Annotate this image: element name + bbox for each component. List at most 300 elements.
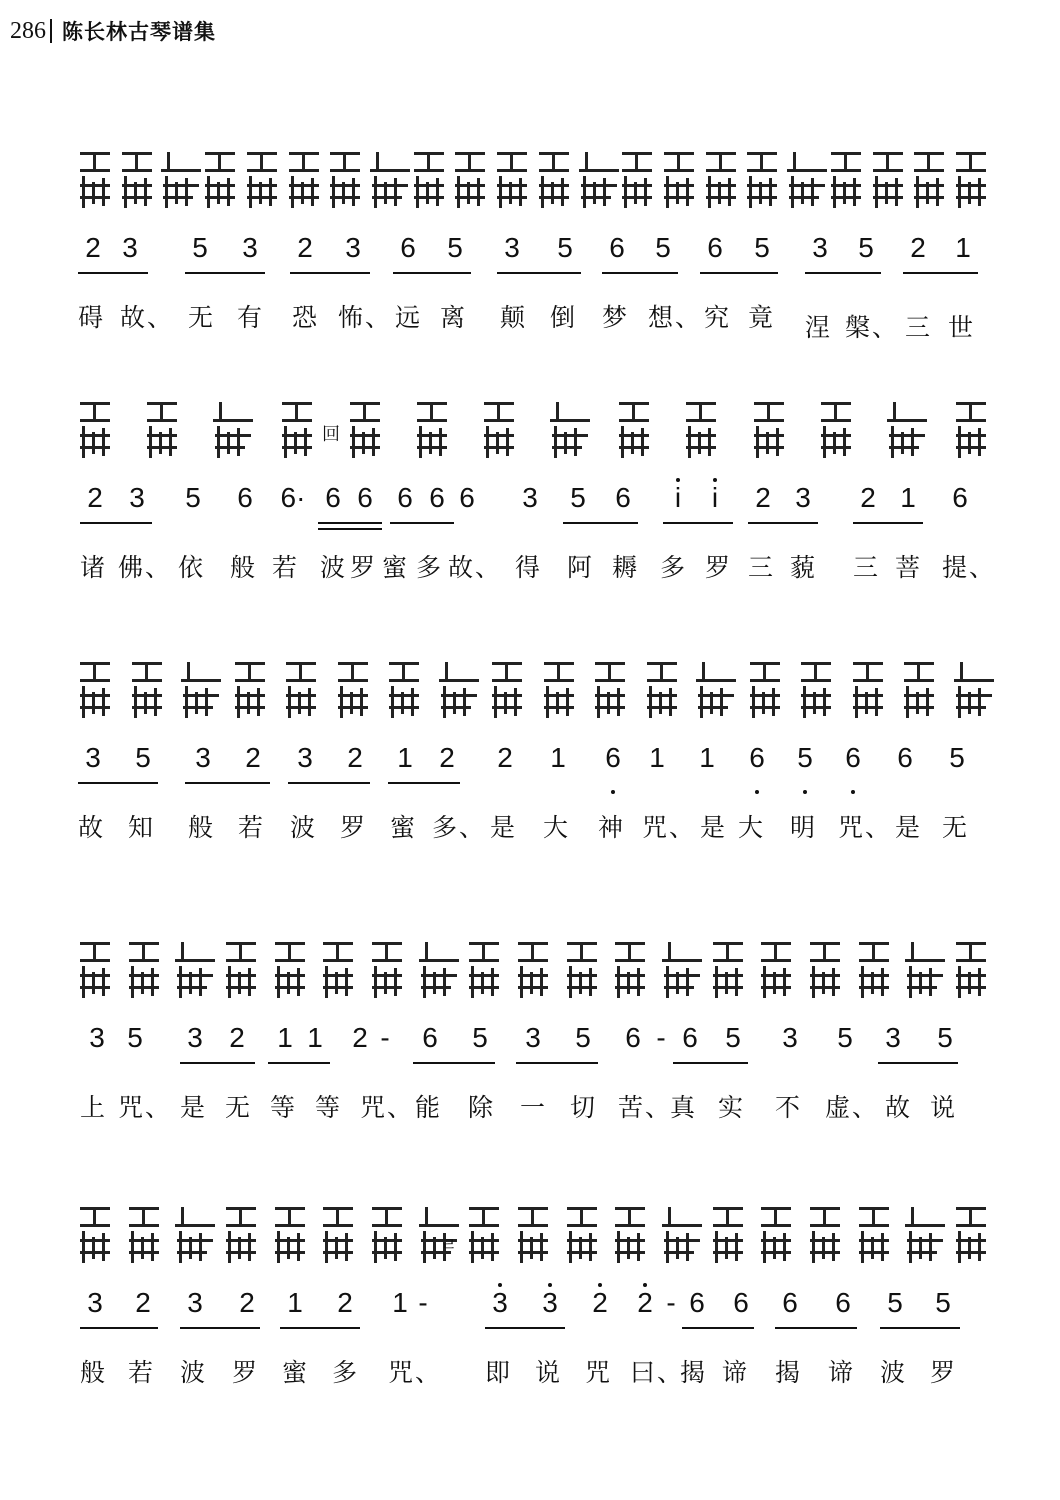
tablature-glyph [684, 400, 720, 464]
jianpu-note: 2 [297, 232, 313, 263]
lyric-char: 即 [485, 1358, 513, 1387]
tablature-glyph [887, 400, 923, 464]
lyric-char: 不 [775, 1093, 803, 1122]
beam-line [880, 1327, 960, 1329]
tablature-line [78, 1205, 990, 1273]
tablature-glyph [954, 940, 990, 1004]
tablature-glyph [516, 1205, 552, 1269]
page-header [10, 14, 216, 48]
lyric-char: 蜜 [382, 553, 410, 582]
jianpu-note: 5 [725, 1022, 741, 1053]
jianpu-note: 3 [522, 482, 538, 513]
lyric-char: 碍 [78, 303, 106, 332]
lyric-char: 若 [272, 553, 300, 582]
high-octave-dot [643, 1283, 647, 1287]
jianpu-note: 6 [422, 1022, 438, 1053]
lyric-char: 般 [230, 553, 258, 582]
beam-line [268, 1062, 330, 1064]
tablature-glyph [130, 660, 166, 724]
jianpu-note: 6 [707, 232, 723, 263]
lyric-char: 波 [880, 1358, 908, 1387]
tablature-glyph [495, 150, 531, 214]
tablature-glyph [490, 660, 526, 724]
beam-line [682, 1327, 754, 1329]
tablature-glyph [696, 660, 732, 724]
lyric-char: 揭 [680, 1358, 708, 1387]
beam-line [80, 522, 152, 524]
notation-system [0, 150, 1060, 380]
jianpu-note: 5 [135, 742, 151, 773]
jianpu-note: 6 [237, 482, 253, 513]
lyric-char: 耨 [612, 553, 640, 582]
lyric-char: 是 [895, 813, 923, 842]
tablature-glyph [181, 660, 217, 724]
jianpu-note: 2 [910, 232, 926, 263]
lyric-char: 远 [395, 303, 423, 332]
lyric-char: 波 [320, 553, 348, 582]
beam-line [78, 272, 148, 274]
jianpu-note: 1 [392, 1287, 408, 1318]
lyric-char: 罗 [232, 1358, 260, 1387]
beam-line [602, 272, 678, 274]
tablature-glyph [905, 940, 941, 1004]
lyric-char: 等 [270, 1093, 298, 1122]
lyric-line [0, 298, 1060, 342]
jianpu-note: 2 [439, 742, 455, 773]
tablature-glyph [203, 150, 239, 214]
jianpu-note: 1 [397, 742, 413, 773]
tablature-glyph [954, 1205, 990, 1269]
jianpu-note: 6 [845, 742, 861, 773]
lyric-char: 故、 [120, 303, 175, 332]
tablature-glyph [224, 940, 260, 1004]
jianpu-note: 1 [900, 482, 916, 513]
lyric-char: 蜜 [282, 1358, 310, 1387]
tablature-glyph [120, 150, 156, 214]
jianpu-line [0, 1287, 1060, 1347]
jianpu-note: 2 [755, 482, 771, 513]
jianpu-note: 2 [637, 1287, 653, 1318]
jianpu-line [0, 232, 1060, 292]
beam-line [180, 1062, 255, 1064]
jianpu-note: 5 [655, 232, 671, 263]
low-octave-dot [755, 790, 759, 794]
tablature-glyph [370, 940, 406, 1004]
jianpu-note: 5 [570, 482, 586, 513]
high-octave-dot [548, 1283, 552, 1287]
jianpu-note: 6 [625, 1022, 641, 1053]
beam-line [853, 522, 923, 524]
tablature-glyph [328, 150, 364, 214]
tablature-glyph [620, 150, 656, 214]
lyric-char: 真 [670, 1093, 698, 1122]
lyric-char: 咒、 [118, 1093, 173, 1122]
jianpu-line [0, 742, 1060, 802]
tablature-glyph [593, 660, 629, 724]
lyric-char: 多 [416, 553, 444, 582]
jianpu-note: 5 [937, 1022, 953, 1053]
tablature-glyph [78, 400, 114, 464]
jianpu-note: 1 [287, 1287, 303, 1318]
beam-line [748, 522, 818, 524]
lyric-char: 蜜 [390, 813, 418, 842]
jianpu-note: 3 [89, 1022, 105, 1053]
lyric-char: 罗 [350, 553, 378, 582]
jianpu-note: 1 [277, 1022, 293, 1053]
lyric-char: 世 [948, 313, 976, 342]
jianpu-note: 5 [185, 482, 201, 513]
jianpu-note: 3 [122, 232, 138, 263]
high-octave-dot [498, 1283, 502, 1287]
jianpu-note: 3 [87, 1287, 103, 1318]
lyric-char: 若 [128, 1358, 156, 1387]
tablature-glyph [145, 400, 181, 464]
jianpu-note: 5 [949, 742, 965, 773]
jianpu-note: 3 [187, 1022, 203, 1053]
jianpu-note: 2 [85, 232, 101, 263]
tablature-glyph [808, 940, 844, 1004]
jianpu-note: - [656, 1022, 666, 1053]
lyric-char: 罗 [705, 553, 733, 582]
beam-line [318, 528, 382, 530]
tablature-glyph [759, 940, 795, 1004]
lyric-char: 咒、 [838, 813, 893, 842]
jianpu-note: 6 [357, 482, 373, 513]
jianpu-note: 6 [835, 1287, 851, 1318]
high-octave-dot [713, 478, 717, 482]
beam-line [563, 522, 638, 524]
tablature-glyph [412, 150, 448, 214]
header-divider [50, 19, 52, 43]
tablature-glyph [370, 150, 406, 214]
lyric-char: 苦、 [618, 1093, 673, 1122]
jianpu-note: 6 [615, 482, 631, 513]
tablature-glyph [745, 150, 781, 214]
jianpu-note: 5 [935, 1287, 951, 1318]
page-number: 286 [10, 17, 46, 44]
tablature-glyph [370, 1205, 406, 1269]
tablature-glyph [453, 150, 489, 214]
jianpu-note: 3 [525, 1022, 541, 1053]
tablature-glyph [224, 1205, 260, 1269]
jianpu-note: 1 [307, 1022, 323, 1053]
jianpu-note: 2 [87, 482, 103, 513]
jianpu-note: 3 [297, 742, 313, 773]
tablature-glyph [467, 1205, 503, 1269]
lyric-char: 槃、 [845, 313, 900, 342]
beam-line [673, 1062, 748, 1064]
lyric-char: 无 [942, 813, 970, 842]
jianpu-note: 1 [550, 742, 566, 773]
jianpu-note: 2 [860, 482, 876, 513]
beam-line [80, 1327, 158, 1329]
lyric-char: 怖、 [338, 303, 393, 332]
notation-system [0, 660, 1060, 890]
tablature-glyph [537, 150, 573, 214]
jianpu-note: 2 [337, 1287, 353, 1318]
tablature-glyph [565, 1205, 601, 1269]
notation-mark: ㄹ [440, 1235, 458, 1256]
lyric-char: 罗 [930, 1358, 958, 1387]
lyric-char: 故、 [448, 553, 503, 582]
tablature-glyph [752, 400, 788, 464]
lyric-char: 是 [490, 813, 518, 842]
lyric-char: 故 [885, 1093, 913, 1122]
beam-line [393, 272, 471, 274]
tablature-glyph [748, 660, 784, 724]
tablature-glyph [280, 400, 316, 464]
jianpu-note: 2 [497, 742, 513, 773]
tablature-glyph [467, 940, 503, 1004]
lyric-char: 谛 [828, 1358, 856, 1387]
beam-line [516, 1062, 598, 1064]
tablature-glyph [808, 1205, 844, 1269]
low-octave-dot [851, 790, 855, 794]
tablature-glyph [175, 940, 211, 1004]
tablature-glyph [902, 660, 938, 724]
tablature-glyph [711, 1205, 747, 1269]
jianpu-note: 6 [749, 742, 765, 773]
tablature-glyph [273, 1205, 309, 1269]
lyric-char: 明 [790, 813, 818, 842]
jianpu-note: 6 [782, 1287, 798, 1318]
beam-line [903, 272, 978, 274]
lyric-char: 多、 [432, 813, 487, 842]
tablature-glyph [78, 940, 114, 1004]
tablature-glyph [213, 400, 249, 464]
jianpu-note: 2 [229, 1022, 245, 1053]
lyric-char: 多 [660, 553, 688, 582]
lyric-char: 恐 [292, 303, 320, 332]
beam-line [290, 272, 370, 274]
jianpu-note: 2 [239, 1287, 255, 1318]
lyric-char: 依 [178, 553, 206, 582]
beam-line [280, 1327, 360, 1329]
tablature-glyph [542, 660, 578, 724]
tablature-glyph [321, 1205, 357, 1269]
lyric-line [0, 548, 1060, 588]
jianpu-note: 3 [242, 232, 258, 263]
tablature-glyph [787, 150, 823, 214]
jianpu-note: 3 [812, 232, 828, 263]
tablature-glyph [233, 660, 269, 724]
jianpu-note: - [666, 1287, 676, 1318]
lyric-char: 实 [718, 1093, 746, 1122]
tablature-glyph [78, 1205, 114, 1269]
jianpu-note: 5 [754, 232, 770, 263]
tablature-glyph [387, 660, 423, 724]
beam-line [485, 1327, 565, 1329]
tablature-glyph [245, 150, 281, 214]
lyric-char: 无 [225, 1093, 253, 1122]
tablature-glyph [127, 940, 163, 1004]
jianpu-note: 5 [858, 232, 874, 263]
tablature-glyph [829, 150, 865, 214]
jianpu-note: 1 [955, 232, 971, 263]
jianpu-note: 3 [129, 482, 145, 513]
tablature-glyph [161, 150, 197, 214]
jianpu-note: - [418, 1287, 428, 1318]
lyric-char: 有 [237, 303, 265, 332]
lyric-char: 般 [80, 1358, 108, 1387]
lyric-char: 波 [290, 813, 318, 842]
tablature-glyph [851, 660, 887, 724]
beam-line [318, 522, 382, 524]
tablature-glyph [954, 150, 990, 214]
jianpu-note: 6 [952, 482, 968, 513]
tablature-glyph [662, 940, 698, 1004]
jianpu-note: 6 [459, 482, 475, 513]
jianpu-note: 6 [682, 1022, 698, 1053]
lyric-char: 离 [440, 303, 468, 332]
tablature-glyph [415, 400, 451, 464]
jianpu-note: 5 [472, 1022, 488, 1053]
lyric-char: 咒、 [642, 813, 697, 842]
jianpu-note: 2 [592, 1287, 608, 1318]
beam-line [805, 272, 881, 274]
tablature-glyph [645, 660, 681, 724]
book-title: 陈长林古琴谱集 [62, 20, 216, 44]
tablature-glyph [857, 940, 893, 1004]
jianpu-note: 6 [897, 742, 913, 773]
tablature-glyph [550, 400, 586, 464]
lyric-char: 三 [748, 553, 776, 582]
lyric-char: 能 [415, 1093, 443, 1122]
beam-line [388, 782, 460, 784]
tablature-glyph [419, 940, 455, 1004]
tablature-glyph [871, 150, 907, 214]
jianpu-note: 2 [245, 742, 261, 773]
notation-system [0, 400, 1060, 630]
lyric-char: 颠 [500, 303, 528, 332]
lyric-char: 咒、 [388, 1358, 443, 1387]
beam-line [180, 1327, 260, 1329]
tablature-glyph [905, 1205, 941, 1269]
jianpu-note: 5 [887, 1287, 903, 1318]
lyric-char: 揭 [775, 1358, 803, 1387]
tablature-glyph [287, 150, 323, 214]
notation-system [0, 940, 1060, 1170]
tablature-glyph [704, 150, 740, 214]
tablature-glyph [284, 660, 320, 724]
tablature-glyph [617, 400, 653, 464]
lyric-char: 切 [570, 1093, 598, 1122]
jianpu-note: 6 [609, 232, 625, 263]
tablature-glyph [819, 400, 855, 464]
lyric-char: 梦 [602, 303, 630, 332]
lyric-char: 知 [128, 813, 156, 842]
jianpu-note: 2 [352, 1022, 368, 1053]
jianpu-note: 3 [492, 1287, 508, 1318]
tablature-glyph [857, 1205, 893, 1269]
beam-line [185, 782, 270, 784]
jianpu-note: 2 [347, 742, 363, 773]
lyric-char: 是 [180, 1093, 208, 1122]
tablature-glyph [336, 660, 372, 724]
lyric-char: 谛 [722, 1358, 750, 1387]
jianpu-note: 3 [542, 1287, 558, 1318]
beam-line [878, 1062, 958, 1064]
lyric-char: 涅 [805, 313, 833, 342]
jianpu-note: 5 [837, 1022, 853, 1053]
tablature-glyph [954, 400, 990, 464]
lyric-char: 等 [315, 1093, 343, 1122]
jianpu-note: 6 [605, 742, 621, 773]
beam-line [390, 522, 454, 524]
jianpu-note: 5 [192, 232, 208, 263]
jianpu-line [0, 1022, 1060, 1082]
tablature-line [78, 150, 990, 218]
tablature-glyph [799, 660, 835, 724]
jianpu-note: 3 [885, 1022, 901, 1053]
jianpu-note: 5 [557, 232, 573, 263]
beam-line [663, 522, 733, 524]
jianpu-note: 3 [782, 1022, 798, 1053]
lyric-char: 佛、 [118, 553, 173, 582]
lyric-char: 曰、 [630, 1358, 685, 1387]
low-octave-dot [611, 790, 615, 794]
repeat-mark: 回 [322, 424, 340, 445]
tablature-line [78, 400, 990, 468]
tablature-glyph [516, 940, 552, 1004]
tablature-glyph [711, 940, 747, 1004]
tablature-glyph [482, 400, 518, 464]
lyric-char: 一 [520, 1093, 548, 1122]
lyric-char: 般 [188, 813, 216, 842]
tablature-glyph [273, 940, 309, 1004]
jianpu-note: 3 [85, 742, 101, 773]
jianpu-note: i [711, 482, 719, 513]
jianpu-note: 5 [127, 1022, 143, 1053]
beam-line [497, 272, 581, 274]
tablature-glyph [348, 400, 384, 464]
jianpu-note: 3 [187, 1287, 203, 1318]
lyric-char: 神 [598, 813, 626, 842]
lyric-char: 是 [700, 813, 728, 842]
jianpu-line [0, 482, 1060, 542]
notation-system [0, 1205, 1060, 1435]
tablature-glyph [321, 940, 357, 1004]
lyric-line [0, 1353, 1060, 1393]
tablature-line [78, 660, 990, 728]
lyric-char: 咒 [585, 1358, 613, 1387]
beam-line [185, 272, 265, 274]
jianpu-note: 6 [397, 482, 413, 513]
tablature-line [78, 940, 990, 1008]
jianpu-note: 6 [429, 482, 445, 513]
beam-line [700, 272, 778, 274]
lyric-char: 阿 [567, 553, 595, 582]
tablature-glyph [78, 150, 114, 214]
tablature-glyph [565, 940, 601, 1004]
lyric-char: 说 [930, 1093, 958, 1122]
lyric-char: 大 [738, 813, 766, 842]
lyric-char: 竟 [748, 303, 776, 332]
beam-line [775, 1327, 857, 1329]
lyric-char: 说 [535, 1358, 563, 1387]
lyric-char: 除 [468, 1093, 496, 1122]
tablature-glyph [613, 940, 649, 1004]
lyric-line [0, 1088, 1060, 1128]
lyric-char: 无 [188, 303, 216, 332]
jianpu-note: - [380, 1022, 390, 1053]
lyric-char: 故 [78, 813, 106, 842]
jianpu-note: 1 [649, 742, 665, 773]
lyric-char: 得 [515, 553, 543, 582]
lyric-char: 藐 [790, 553, 818, 582]
lyric-char: 想、 [648, 303, 703, 332]
lyric-char: 诸 [80, 553, 108, 582]
